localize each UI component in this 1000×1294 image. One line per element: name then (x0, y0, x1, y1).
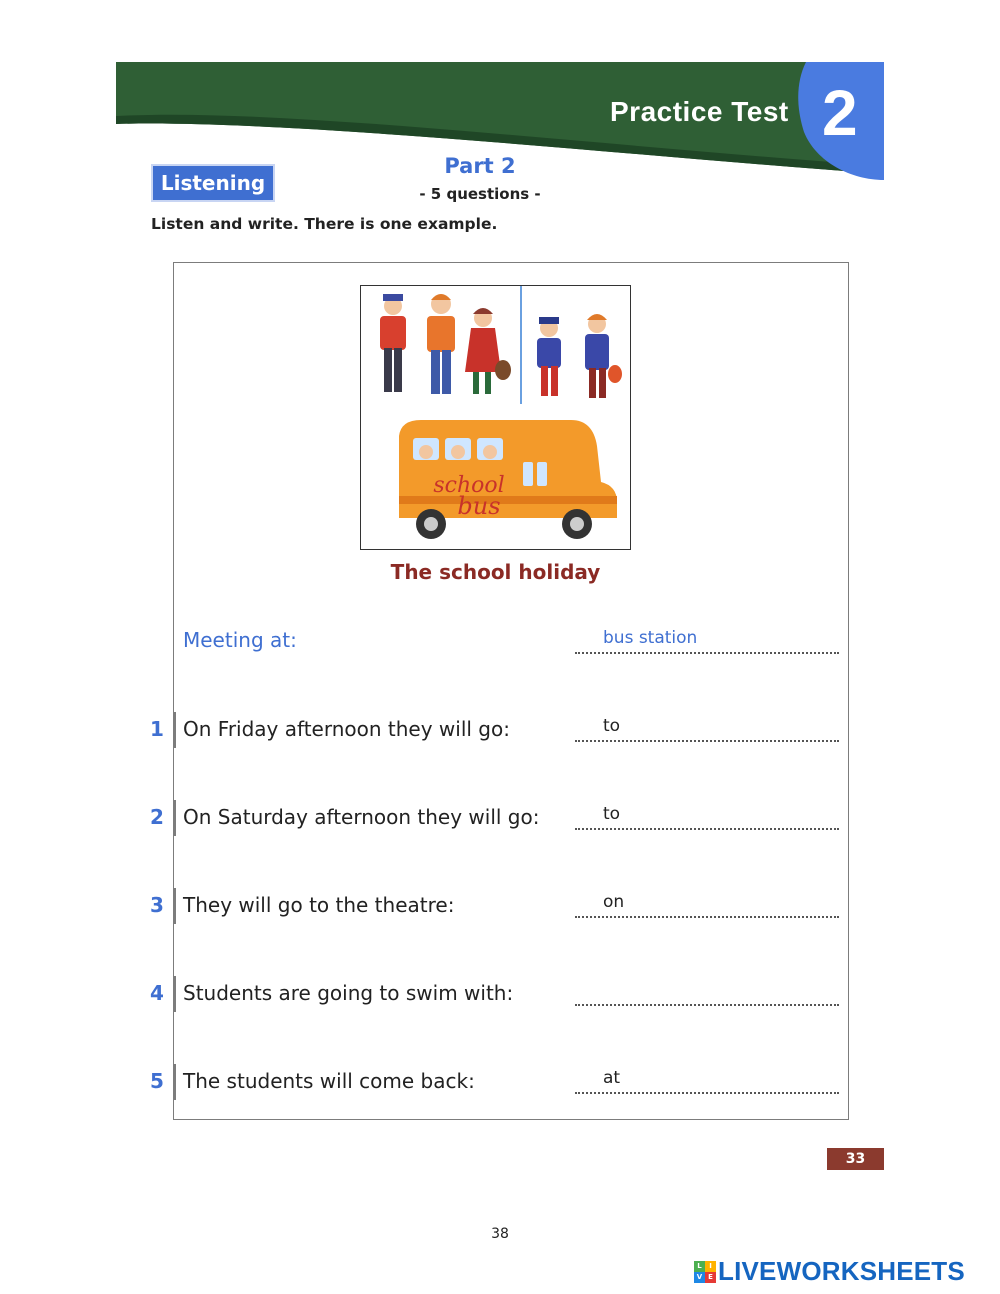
example-answer-text: bus station (603, 628, 698, 648)
instructions: Listen and write. There is one example. (151, 215, 498, 233)
liveworksheets-logo-icon (694, 1261, 716, 1283)
school-bus (399, 420, 617, 539)
example-label: Meeting at: (183, 628, 297, 652)
question-divider (174, 888, 176, 924)
book-page-number: 33 (827, 1148, 884, 1170)
liveworksheets-logo (694, 1256, 965, 1287)
test-number: 2 (822, 77, 858, 149)
question-answer-field[interactable] (575, 972, 839, 1006)
question-number: 1 (150, 717, 164, 741)
child-figure-4 (537, 317, 561, 396)
question-answer-text: to (603, 716, 621, 736)
question-number: 4 (150, 981, 164, 1005)
question-label: The students will come back: (183, 1069, 475, 1093)
school-holiday-picture (360, 285, 631, 550)
child-figure-3 (465, 308, 511, 394)
question-number: 2 (150, 805, 164, 829)
question-answer-text: on (603, 892, 625, 912)
child-figure-5 (585, 314, 622, 398)
question-divider (174, 976, 176, 1012)
part-title: Part 2 (444, 154, 516, 178)
listening-tag: Listening (151, 164, 275, 202)
logo-letter: V (694, 1272, 705, 1283)
liveworksheets-wordmark: LIVEWORKSHEETS (718, 1256, 965, 1286)
question-label: On Saturday afternoon they will go: (183, 805, 540, 829)
child-figure-1 (380, 294, 406, 392)
question-divider (174, 1064, 176, 1100)
part-subtitle: - 5 questions - (419, 185, 541, 203)
bus-text-line2: bus (457, 492, 501, 520)
question-label: They will go to the theatre: (183, 893, 455, 917)
question-number: 5 (150, 1069, 164, 1093)
logo-letter: L (694, 1261, 705, 1272)
bus-text-line1: school (433, 473, 505, 498)
picture-caption: The school holiday (390, 560, 601, 584)
question-answer-field[interactable] (575, 1060, 839, 1094)
children-and-bus-illustration (361, 286, 629, 548)
question-answer-text: to (603, 804, 621, 824)
question-divider (174, 800, 176, 836)
question-answer-field[interactable] (575, 796, 839, 830)
question-label: Students are going to swim with: (183, 981, 514, 1005)
question-divider (174, 712, 176, 748)
question-answer-text: at (603, 1068, 621, 1088)
logo-letter: I (705, 1261, 716, 1272)
question-label: On Friday afternoon they will go: (183, 717, 510, 741)
child-figure-2 (427, 294, 455, 394)
question-number: 3 (150, 893, 164, 917)
practice-test-title: Practice Test (610, 96, 789, 127)
question-answer-field[interactable] (575, 708, 839, 742)
sheet-page-number: 38 (491, 1226, 509, 1242)
question-answer-field[interactable] (575, 884, 839, 918)
logo-letter: E (705, 1272, 716, 1283)
example-answer-field (575, 620, 839, 654)
